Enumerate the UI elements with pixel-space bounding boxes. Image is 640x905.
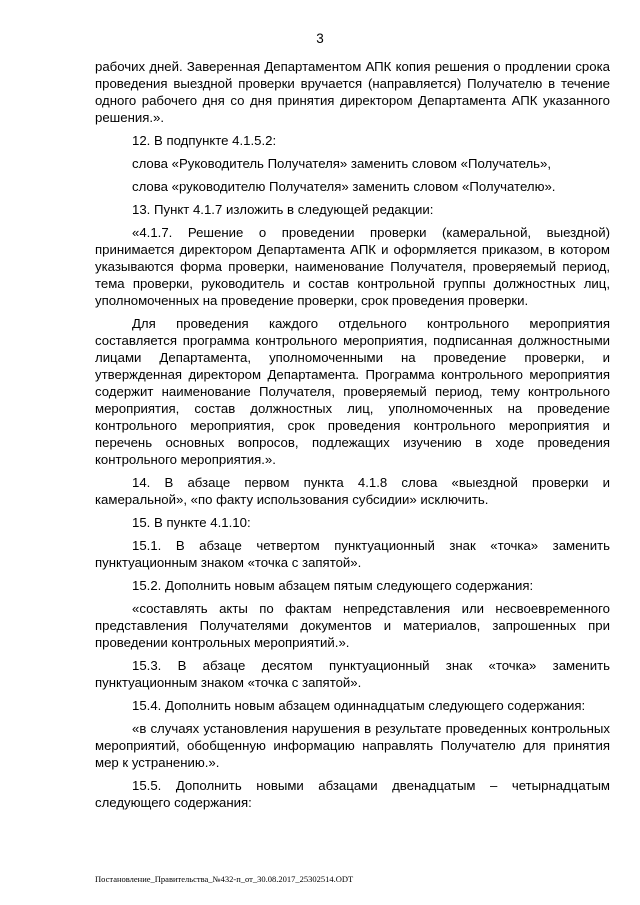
document-body [95, 58, 610, 817]
paragraph: 15.1. В абзаце четвертом пунктуационный знак «точка» заменить пунктуационным знаком «точка с запятой». [95, 538, 610, 570]
paragraph: Для проведения каждого отдельного контрольного мероприятия составляется программа контрольного мероприятия, подписанная должностными лицами Департамента, уполномоченными на проведение проверки, и утвержденная директором Департамента. Программа контрольного мероприятия содержит наименование Получателя, проверяемый период, тему контрольного мероприятия, состав должностных лиц, уполномоченных на проведение контрольного мероприятия, срок проведения контрольного мероприятия и перечень основных вопросов, подлежащих изучению в ходе проведения контрольного мероприятия.». [95, 316, 610, 467]
document-footer-filename: Постановление_Правительства_№432-п_от_30.08.2017_25302514.ODT [95, 874, 354, 884]
page-number: 3 [316, 31, 324, 46]
paragraph: 14. В абзаце первом пункта 4.1.8 слова «выездной проверки и камеральной», «по факту использования субсидии» исключить. [95, 475, 610, 507]
paragraph: рабочих дней. Заверенная Департаментом АПК копия решения о продлении срока проведения выездной проверки вручается (направляется) Получателю в течение одного рабочего дня со дня принятия директором Департамента АПК указанного решения.». [95, 59, 610, 125]
paragraph: 13. Пункт 4.1.7 изложить в следующей редакции: [132, 202, 434, 217]
paragraph: слова «Руководитель Получателя» заменить словом «Получатель», [132, 156, 552, 171]
paragraph: 15.3. В абзаце десятом пунктуационный знак «точка» заменить пунктуационным знаком «точка с запятой». [95, 658, 610, 690]
paragraph: 15.5. Дополнить новыми абзацами двенадцатым – четырнадцатым следующего содержания: [95, 778, 610, 810]
paragraph: 15.2. Дополнить новым абзацем пятым следующего содержания: [132, 578, 534, 593]
paragraph: 12. В подпункте 4.1.5.2: [132, 133, 277, 148]
paragraph: «составлять акты по фактам непредставления или несвоевременного представления Получателями документов и материалов, запрошенных при проведении контрольных мероприятий.». [95, 601, 610, 650]
paragraph: 15. В пункте 4.1.10: [132, 515, 251, 530]
paragraph: 15.4. Дополнить новым абзацем одиннадцатым следующего содержания: [132, 698, 586, 713]
paragraph: слова «руководителю Получателя» заменить словом «Получателю». [132, 179, 556, 194]
paragraph: «в случаях установления нарушения в результате проведенных контрольных мероприятий, обобщенную информацию направлять Получателю для принятия мер к устранению.». [95, 721, 610, 770]
paragraph: «4.1.7. Решение о проведении проверки (камеральной, выездной) принимается директором Департамента АПК и оформляется приказом, в котором указываются форма проверки, наименование Получателя, проверяемый период, тема проверки, руководитель и состав контрольной группы должностных лиц, уполномоченных на проведение проверки, срок проведения проверки. [95, 225, 610, 308]
